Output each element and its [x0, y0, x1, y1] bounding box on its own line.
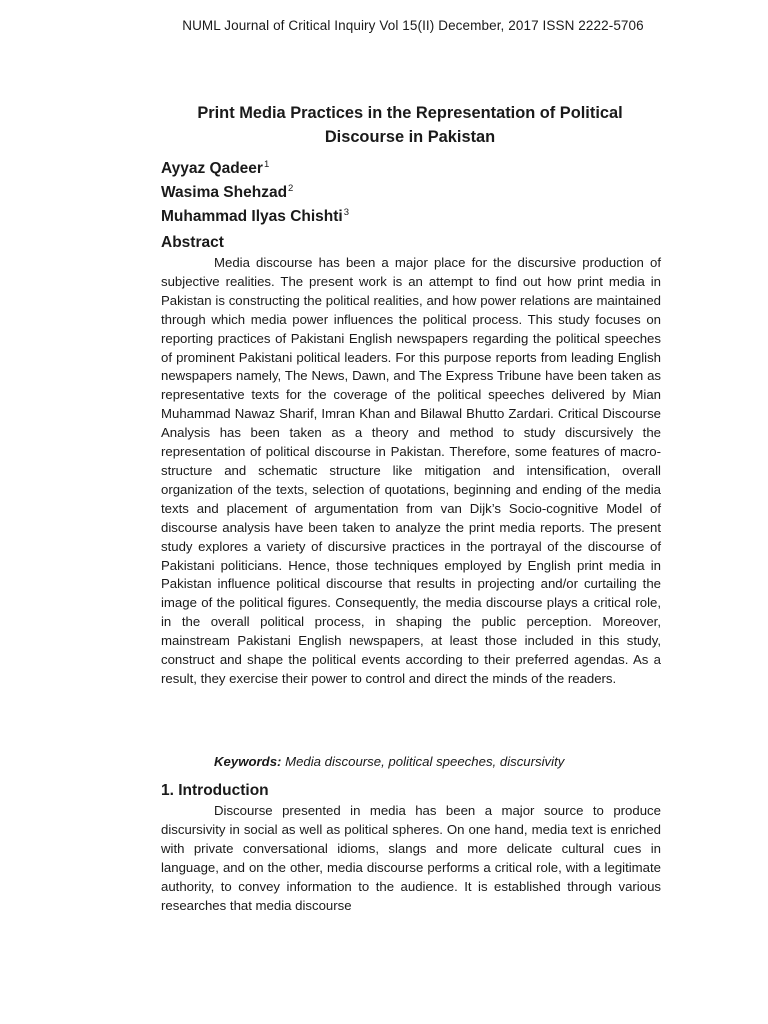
- author-list: [161, 157, 349, 229]
- abstract-paragraph: Media discourse has been a major place for the discursive production of subjective realities. The present work is an attempt to find out how print media in Pakistan is constructing the political realities, and how power relations are maintained through which media power influences the political process. This study focuses on reporting practices of Pakistani English newspapers regarding the political speeches of prominent Pakistani political leaders. For this purpose reports from leading English newspapers namely, The News, Dawn, and The Express Tribune have been taken as representative texts for the coverage of the political speeches delivered by Mian Muhammad Nawaz Sharif, Imran Khan and Bilawal Bhutto Zardari. Critical Discourse Analysis has been taken as a theory and method to study discursively the representation of political discourse in Pakistan. Therefore, some features of macro-structure and schematic structure like mitigation and intensification, overall organization of the texts, selection of quotations, beginning and ending of the media texts and placement of argumentation from van Dijk’s Socio-cognitive Model of discourse analysis have been taken to analyze the print media reports. The present study explores a variety of discursive practices in the portrayal of the discourse of Pakistani politicians. Hence, those techniques employed by English print media in Pakistan influence political discourse that results in projecting and/or curtailing the image of the political figures. Consequently, the media discourse plays a critical role, in the overall political process, in shaping the public perception. Moreover, mainstream Pakistani English newspapers, at least those included in this study, construct and shape the political events according to their preferred agendas. As a result, they exercise their power to control and direct the minds of the readers.: [161, 255, 661, 686]
- abstract-heading: Abstract: [161, 234, 224, 251]
- keywords-line: [214, 754, 564, 769]
- author-1: [161, 157, 349, 181]
- paper-title-line-1: Print Media Practices in the Representation of Political: [197, 104, 623, 122]
- introduction-heading: 1. Introduction: [161, 782, 269, 799]
- author-name: Ayyaz Qadeer: [161, 160, 263, 177]
- paper-title: [160, 101, 660, 149]
- author-affiliation-mark: 1: [263, 158, 270, 170]
- paper-title-line-2: Discourse in Pakistan: [324, 128, 496, 146]
- keywords-label: Keywords:: [214, 754, 282, 769]
- introduction-paragraph: Discourse presented in media has been a major source to produce discursivity in social as well as political spheres. On one hand, media text is enriched with private conversational idioms, slangs and more delicate cultural cues in language, and on the other, media discourse performs a critical role, with a legitimate authority, to convey information to the audience. It is established through various researches that media discourse: [161, 803, 661, 913]
- keywords-text: Media discourse, political speeches, discursivity: [281, 754, 565, 769]
- author-affiliation-mark: 2: [288, 182, 294, 194]
- author-3: [161, 205, 349, 229]
- running-header: NUML Journal of Critical Inquiry Vol 15(II) December, 2017 ISSN 2222-5706: [182, 18, 644, 33]
- author-name: Muhammad Ilyas Chishti: [161, 208, 343, 225]
- author-name: Wasima Shehzad: [161, 184, 288, 201]
- author-affiliation-mark: 3: [343, 206, 350, 218]
- author-2: [161, 181, 349, 205]
